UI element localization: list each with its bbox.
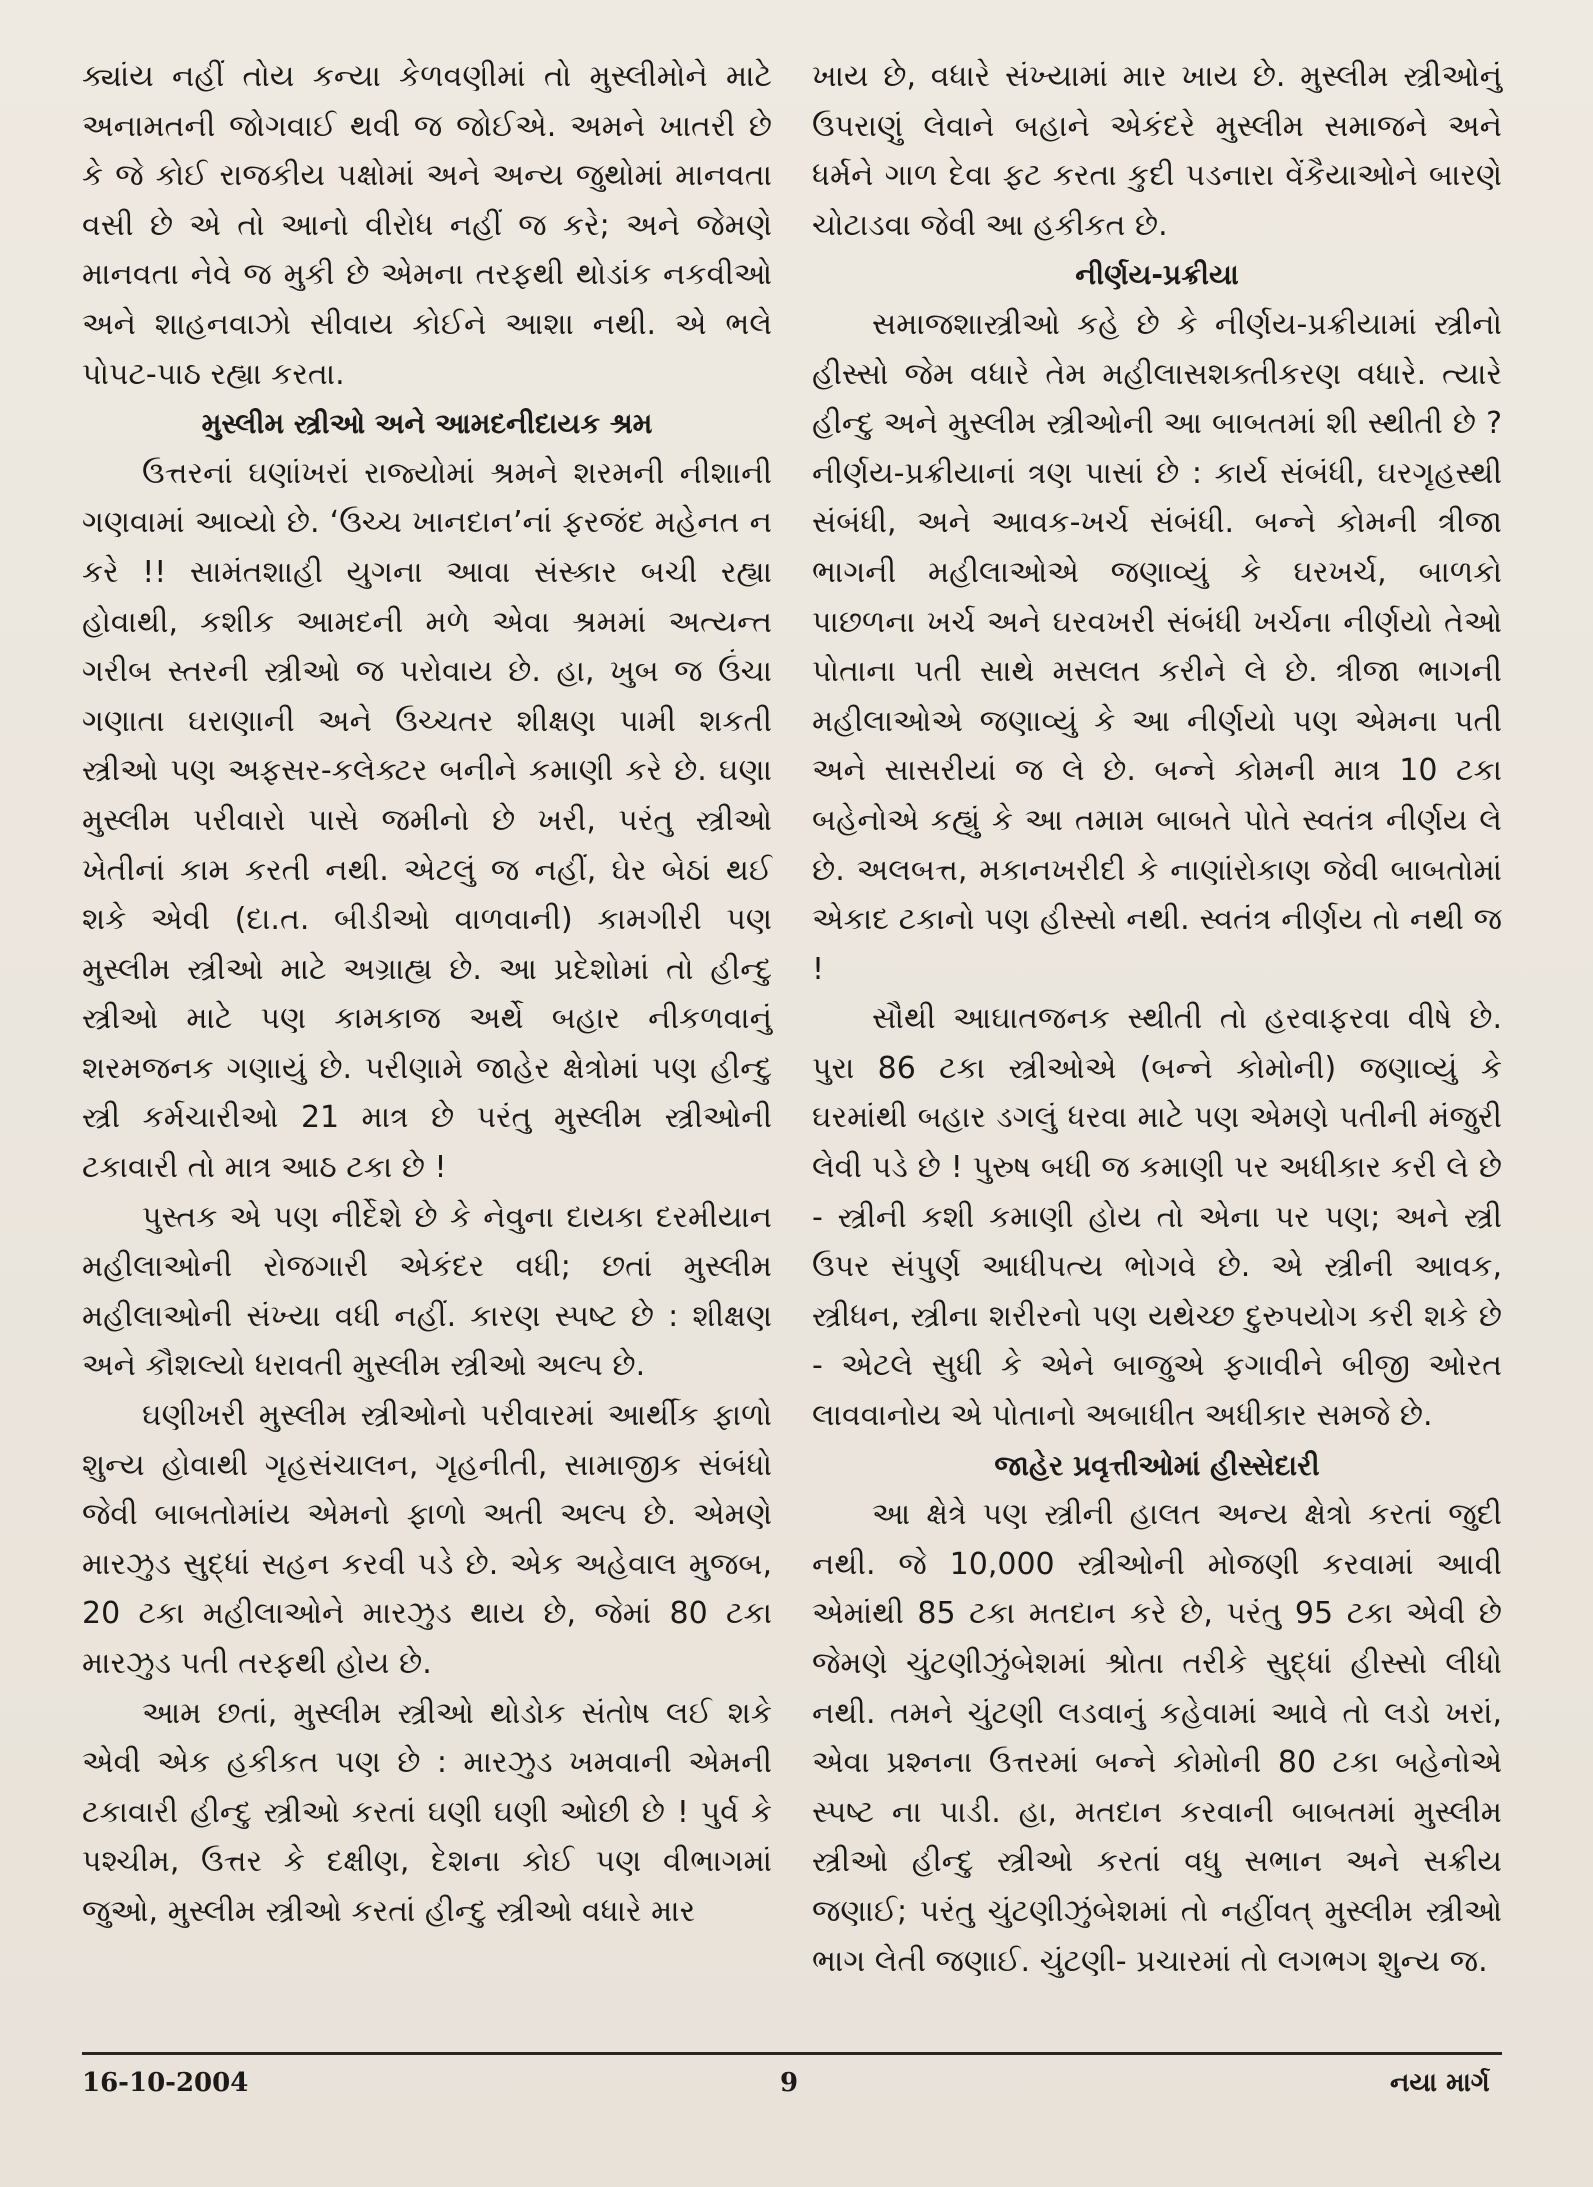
- paragraph: આ ક્ષેત્રે પણ સ્ત્રીની હાલત અન્ય ક્ષેત્રો કરતાં જુદી નથી. જે 10,000 સ્ત્રીઓની મોજણી કરવામાં આવી એમાંથી 85 ટકા મતદાન કરે છે, પરંતુ 95 ટકા એવી છે જેમણે ચુંટણીઝુંબેશમાં શ્રોતા તરીકે સુદ્ધાં હીસ્સો લીધો નથી. તમને ચુંટણી લડવાનું કહેવામાં આવે તો લડો ખરાં, એવા પ્રશ્નના ઉત્તરમાં બન્ને કોમોની 80 ટકા બહેનોએ સ્પષ્ટ ના પાડી. હા, મતદાન કરવાની બાબતમાં મુસ્લીમ સ્ત્રીઓ હીન્દુ સ્ત્રીઓ કરતાં વધુ સભાન અને સક્રીય જણાઈ; પરંતુ ચુંટણીઝુંબેશમાં તો નહીંવત્ મુસ્લીમ સ્ત્રીઓ ભાગ લેતી જણાઈ. ચુંટણી- પ્રચારમાં તો લગભગ શુન્ય જ.: [812, 1497, 1502, 1979]
- page-number: 9: [780, 2068, 799, 2098]
- paragraph: સૌથી આઘાતજનક સ્થીતી તો હરવાફરવા વીષે છે. પુરા 86 ટકા સ્ત્રીઓએ (બન્ને કોમોની) જણાવ્યું કે ઘરમાંથી બહાર ડગલું ધરવા માટે પણ એમણે પતીની મંજુરી લેવી પડે છે ! પુરુષ બધી જ કમાણી પર અધીકાર કરી લે છે - સ્ત્રીની કશી કમાણી હોય તો એના પર પણ; અને સ્ત્રી ઉપર સંપુર્ણ આધીપત્ય ભોગવે છે. એ સ્ત્રીની આવક, સ્ત્રીધન, સ્ત્રીના શરીરનો પણ યથેચ્છ દુરુપયોગ કરી શકે છે - એટલે સુધી કે એને બાજુએ ફગાવીને બીજી ઓરત લાવવાનોય એ પોતાનો અબાધીત અધીકાર સમજે છે.: [812, 1001, 1502, 1434]
- right-column: [812, 52, 1502, 1986]
- paragraph: પુસ્તક એ પણ નીર્દેશે છે કે નેવુના દાયકા દરમીયાન મહીલાઓની રોજગારી એકંદર વધી; છતાં મુસ્લીમ મહીલાઓની સંખ્યા વધી નહીં. કારણ સ્પષ્ટ છે : શીક્ષણ અને કૌશલ્યો ધરાવતી મુસ્લીમ સ્ત્રીઓ અલ્પ છે.: [82, 1199, 772, 1384]
- paragraph: ઘણીખરી મુસ્લીમ સ્ત્રીઓનો પરીવારમાં આર્થીક ફાળો શુન્ય હોવાથી ગૃહસંચાલન, ગૃહનીતી, સામાજીક સંબંધો જેવી બાબતોમાંય એમનો ફાળો અતી અલ્પ છે. એમણે મારઝુડ સુદ્ધાં સહન કરવી પડે છે. એક અહેવાલ મુજબ, 20 ટકા મહીલાઓને મારઝુડ થાય છે, જેમાં 80 ટકા મારઝુડ પતી તરફથી હોય છે.: [82, 1398, 772, 1681]
- paragraph: આમ છતાં, મુસ્લીમ સ્ત્રીઓ થોડોક સંતોષ લઈ શકે એવી એક હકીકત પણ છે : મારઝુડ ખમવાની એમની ટકાવારી હીન્દુ સ્ત્રીઓ કરતાં ઘણી ઘણી ઓછી છે ! પુર્વ કે પશ્ચીમ, ઉત્તર કે દક્ષીણ, દેશના કોઈ પણ વીભાગમાં જુઓ, મુસ્લીમ સ્ત્રીઓ કરતાં હીન્દુ સ્ત્રીઓ વધારે માર: [82, 1695, 772, 1929]
- paragraph: ખાય છે, વધારે સંખ્યામાં માર ખાય છે. મુસ્લીમ સ્ત્રીઓનું ઉપરાણું લેવાને બહાને એકંદરે મુસ્લીમ સમાજને અને ધર્મને ગાળ દેવા ફટ કરતા કુદી પડનારા વેંકૈયાઓને બારણે ચોટાડવા જેવી આ હકીકત છે.: [812, 59, 1502, 243]
- paragraph: સમાજશાસ્ત્રીઓ કહે છે કે નીર્ણય-પ્રક્રીયામાં સ્ત્રીનો હીસ્સો જેમ વધારે તેમ મહીલાસશક્તીકરણ વધારે. ત્યારે હીન્દુ અને મુસ્લીમ સ્ત્રીઓની આ બાબતમાં શી સ્થીતી છે ? નીર્ણય-પ્રક્રીયાનાં ત્રણ પાસાં છે : કાર્ય સંબંધી, ઘરગૃહસ્થી સંબંધી, અને આવક-ખર્ચ સંબંધી. બન્ને કોમની ત્રીજા ભાગની મહીલાઓએ જણાવ્યું કે ઘરખર્ચ, બાળકો પાછળના ખર્ચ અને ઘરવખરી સંબંધી ખર્ચના નીર્ણયો તેઓ પોતાના પતી સાથે મસલત કરીને લે છે. ત્રીજા ભાગની મહીલાઓએ જણાવ્યું કે આ નીર્ણયો પણ એમના પતી અને સાસરીયાં જ લે છે. બન્ને કોમની માત્ર 10 ટકા બહેનોએ કહ્યું કે આ તમામ બાબતે પોતે સ્વતંત્ર નીર્ણય લે છે. અલબત્ત, મકાનખરીદી કે નાણાંરોકાણ જેવી બાબતોમાં એકાદ ટકાનો પણ હીસ્સો નથી. સ્વતંત્ર નીર્ણય તો નથી જ !: [812, 306, 1502, 987]
- section-heading: નીર્ણય-પ્રક્રીયા: [1075, 258, 1239, 292]
- left-column: [82, 52, 772, 1937]
- publication-name: નયા માર્ગ: [1390, 2068, 1490, 2098]
- paragraph: ઉત્તરનાં ઘણાંખરાં રાજ્યોમાં શ્રમને શરમની નીશાની ગણવામાં આવ્યો છે. ‘ઉચ્ચ ખાનદાન’નાં ફરજંદ મહેનત ન કરે !! સામંતશાહી યુગના આવા સંસ્કાર બચી રહ્યા હોવાથી, કશીક આમદની મળે એવા શ્રમમાં અત્યન્ત ગરીબ સ્તરની સ્ત્રીઓ જ પરોવાય છે. હા, ખુબ જ ઉંચા ગણાતા ઘરાણાની અને ઉચ્ચતર શીક્ષણ પામી શકતી સ્ત્રીઓ પણ અફસર-કલેક્ટર બનીને કમાણી કરે છે. ઘણા મુસ્લીમ પરીવારો પાસે જમીનો છે ખરી, પરંતુ સ્ત્રીઓ ખેતીનાં કામ કરતી નથી. એટલું જ નહીં, ઘેર બેઠાં થઈ શકે એવી (દા.ત. બીડીઓ વાળવાની) કામગીરી પણ મુસ્લીમ સ્ત્રીઓ માટે અગ્રાહ્ય છે. આ પ્રદેશોમાં તો હીન્દુ સ્ત્રીઓ માટે પણ કામકાજ અર્થે બહાર નીકળવાનું શરમજનક ગણાયું છે. પરીણામે જાહેર ક્ષેત્રોમાં પણ હીન્દુ સ્ત્રી કર્મચારીઓ 21 માત્ર છે પરંતુ મુસ્લીમ સ્ત્રીઓની ટકાવારી તો માત્ર આઠ ટકા છે !: [82, 455, 772, 1186]
- section-heading: મુસ્લીમ સ્ત્રીઓ અને આમદનીદાયક શ્રમ: [201, 407, 653, 441]
- section-heading: જાહેર પ્રવૃત્તીઓમાં હીસ્સેદારી: [994, 1448, 1320, 1482]
- footer-rule: [82, 2052, 1502, 2055]
- paragraph: ક્યાંય નહીં તોય કન્યા કેળવણીમાં તો મુસ્લીમોને માટે અનામતની જોગવાઈ થવી જ જોઈએ. અમને ખાતરી છે કે જે કોઈ રાજકીય પક્ષોમાં અને અન્ય જુથોમાં માનવતા વસી છે એ તો આનો વીરોધ નહીં જ કરે; અને જેમણે માનવતા નેવે જ મુકી છે એમના તરફથી થોડાંક નકવીઓ અને શાહનવાઝો સીવાય કોઈને આશા નથી. એ ભલે પોપટ-પાઠ રહ્યા કરતા.: [82, 59, 772, 392]
- issue-date: 16-10-2004: [82, 2068, 249, 2098]
